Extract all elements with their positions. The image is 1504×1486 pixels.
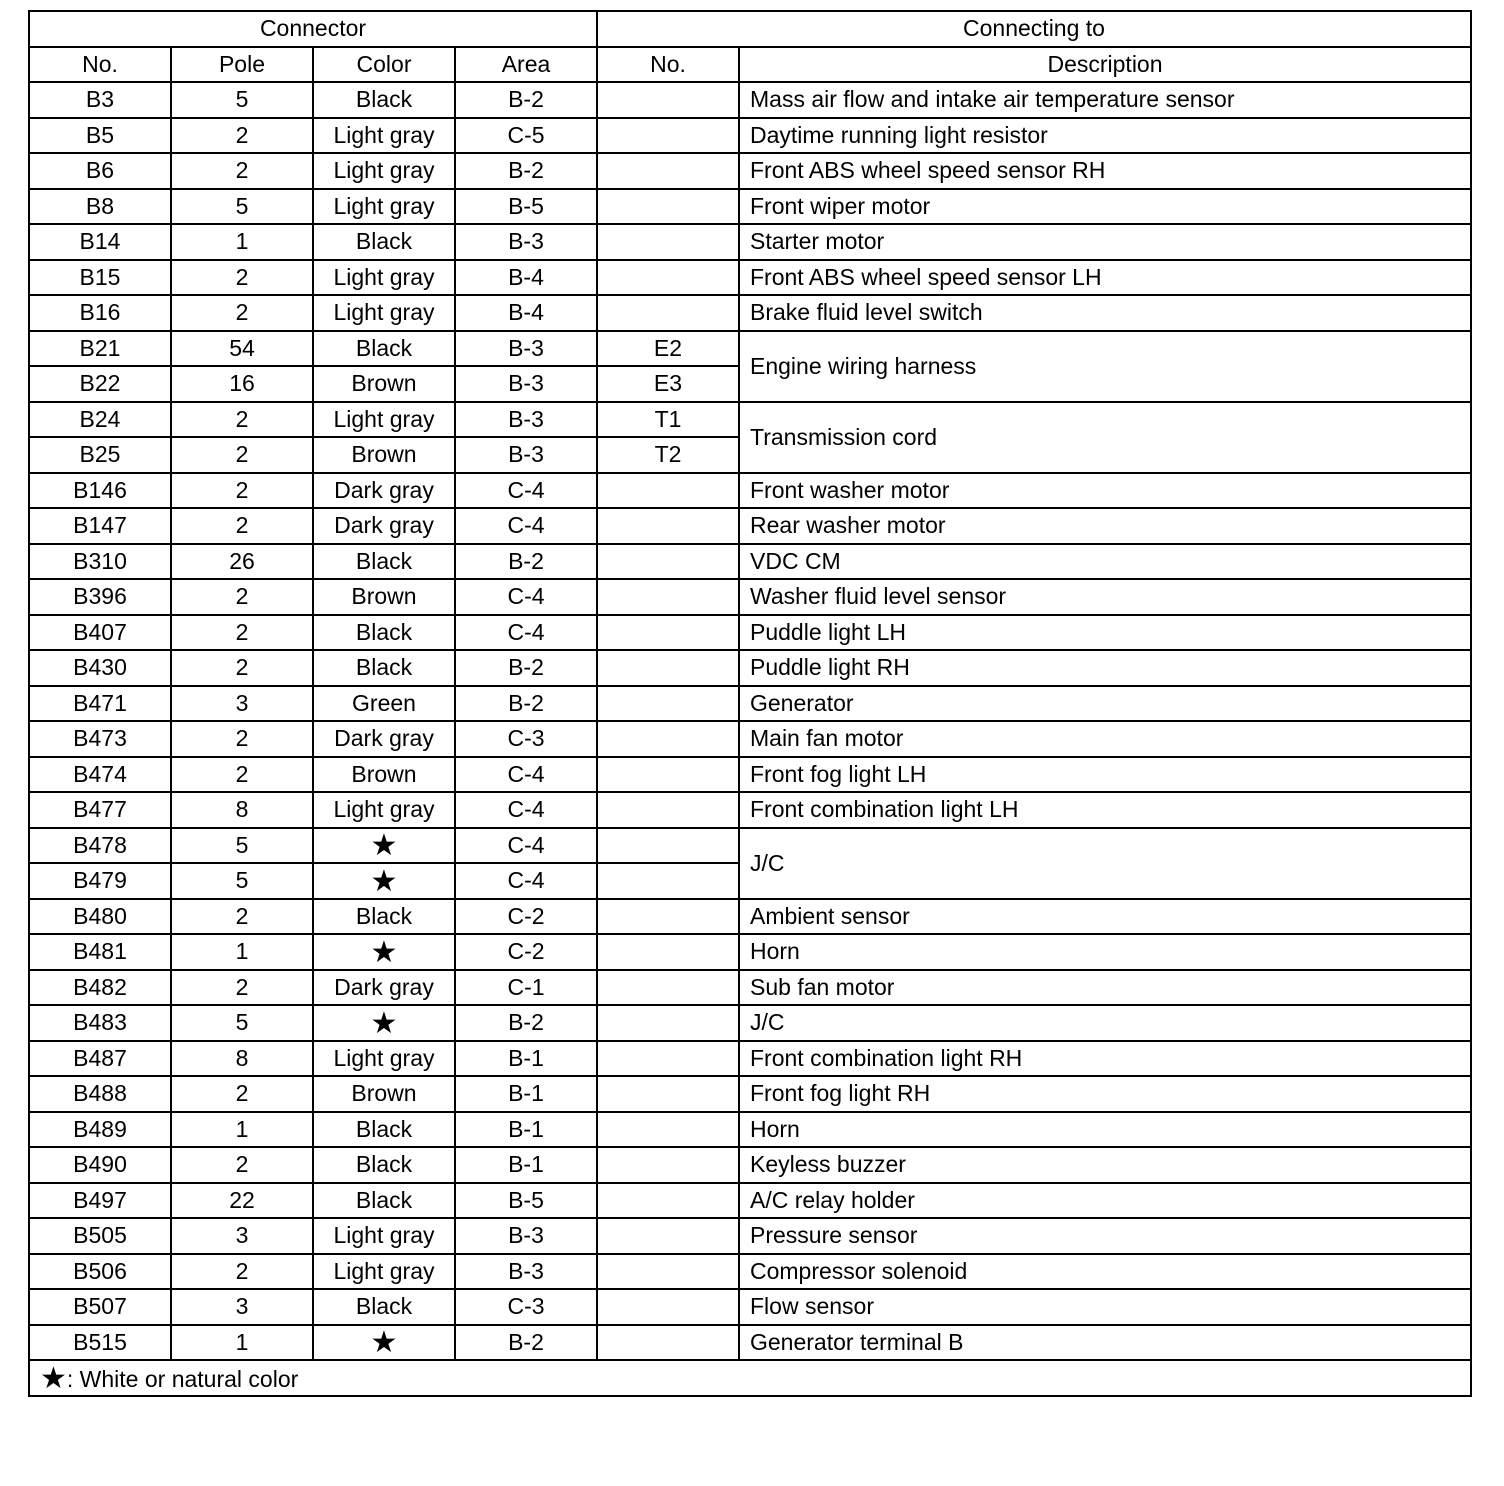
cell-area: B-1 bbox=[455, 1147, 597, 1183]
cell-connector-no: B147 bbox=[29, 508, 171, 544]
cell-description: Mass air flow and intake air temperature sensor bbox=[739, 82, 1471, 118]
cell-connecting-no bbox=[597, 899, 739, 935]
cell-connecting-no bbox=[597, 792, 739, 828]
cell-area: B-2 bbox=[455, 544, 597, 580]
cell-connector-no: B479 bbox=[29, 863, 171, 899]
table-row bbox=[29, 1041, 1471, 1077]
cell-area: C-2 bbox=[455, 934, 597, 970]
cell-connector-no: B15 bbox=[29, 260, 171, 296]
cell-pole: 1 bbox=[171, 224, 313, 260]
cell-connector-no: B474 bbox=[29, 757, 171, 793]
cell-color: Black bbox=[313, 899, 455, 935]
cell-description: Sub fan motor bbox=[739, 970, 1471, 1006]
cell-area: C-4 bbox=[455, 792, 597, 828]
cell-connector-no: B480 bbox=[29, 899, 171, 935]
cell-connecting-no bbox=[597, 544, 739, 580]
table-row bbox=[29, 224, 1471, 260]
table-row bbox=[29, 792, 1471, 828]
cell-pole: 2 bbox=[171, 118, 313, 154]
cell-area: B-2 bbox=[455, 82, 597, 118]
cell-area: B-4 bbox=[455, 295, 597, 331]
cell-color: Dark gray bbox=[313, 970, 455, 1006]
cell-connecting-no bbox=[597, 1218, 739, 1254]
cell-connector-no: B146 bbox=[29, 473, 171, 509]
cell-pole: 2 bbox=[171, 899, 313, 935]
cell-description: Ambient sensor bbox=[739, 899, 1471, 935]
cell-color: Dark gray bbox=[313, 508, 455, 544]
cell-color: Brown bbox=[313, 757, 455, 793]
cell-pole: 5 bbox=[171, 1005, 313, 1041]
cell-pole: 2 bbox=[171, 615, 313, 651]
cell-color: Brown bbox=[313, 579, 455, 615]
cell-area: C-1 bbox=[455, 970, 597, 1006]
cell-color: Brown bbox=[313, 366, 455, 402]
cell-connecting-no bbox=[597, 721, 739, 757]
cell-color bbox=[313, 863, 455, 899]
cell-connector-no: B515 bbox=[29, 1325, 171, 1361]
star-icon: ★ bbox=[370, 935, 398, 969]
cell-connector-no: B310 bbox=[29, 544, 171, 580]
table-row bbox=[29, 1254, 1471, 1290]
cell-pole: 2 bbox=[171, 1076, 313, 1112]
cell-area: B-3 bbox=[455, 366, 597, 402]
cell-connecting-no bbox=[597, 650, 739, 686]
cell-area: C-4 bbox=[455, 863, 597, 899]
cell-color: Brown bbox=[313, 437, 455, 473]
cell-pole: 5 bbox=[171, 828, 313, 864]
cell-color: Black bbox=[313, 1289, 455, 1325]
cell-pole: 16 bbox=[171, 366, 313, 402]
table-row bbox=[29, 650, 1471, 686]
cell-area: B-3 bbox=[455, 1218, 597, 1254]
cell-connector-no: B8 bbox=[29, 189, 171, 225]
table-row bbox=[29, 402, 1471, 438]
cell-connector-no: B477 bbox=[29, 792, 171, 828]
cell-color: Light gray bbox=[313, 402, 455, 438]
cell-area: B-2 bbox=[455, 1325, 597, 1361]
cell-description: Front combination light RH bbox=[739, 1041, 1471, 1077]
cell-connecting-no bbox=[597, 828, 739, 864]
cell-pole: 54 bbox=[171, 331, 313, 367]
star-icon: ★ bbox=[370, 1006, 398, 1040]
footnote-row bbox=[29, 1360, 1471, 1396]
cell-description: Brake fluid level switch bbox=[739, 295, 1471, 331]
cell-area: C-4 bbox=[455, 757, 597, 793]
cell-connecting-no bbox=[597, 82, 739, 118]
cell-connecting-no bbox=[597, 615, 739, 651]
connector-group-header: Connector bbox=[29, 11, 597, 47]
cell-pole: 1 bbox=[171, 1325, 313, 1361]
cell-connecting-no: T1 bbox=[597, 402, 739, 438]
cell-pole: 2 bbox=[171, 473, 313, 509]
cell-connecting-no bbox=[597, 118, 739, 154]
cell-color bbox=[313, 934, 455, 970]
table-row bbox=[29, 1076, 1471, 1112]
cell-pole: 5 bbox=[171, 863, 313, 899]
cell-description: Engine wiring harness bbox=[739, 331, 1471, 402]
cell-connecting-no bbox=[597, 1325, 739, 1361]
cell-area: B-3 bbox=[455, 437, 597, 473]
cell-area: B-5 bbox=[455, 1183, 597, 1219]
cell-color: Light gray bbox=[313, 118, 455, 154]
cell-color: Black bbox=[313, 1183, 455, 1219]
cell-connector-no: B21 bbox=[29, 331, 171, 367]
cell-color: Light gray bbox=[313, 1041, 455, 1077]
cell-area: C-2 bbox=[455, 899, 597, 935]
star-icon: ★ bbox=[370, 829, 398, 863]
cell-connector-no: B14 bbox=[29, 224, 171, 260]
cell-area: C-4 bbox=[455, 579, 597, 615]
cell-pole: 2 bbox=[171, 757, 313, 793]
cell-color bbox=[313, 1325, 455, 1361]
cell-pole: 2 bbox=[171, 970, 313, 1006]
star-icon: ★ bbox=[370, 1326, 398, 1360]
cell-connector-no: B5 bbox=[29, 118, 171, 154]
cell-connecting-no bbox=[597, 1289, 739, 1325]
cell-color: Light gray bbox=[313, 792, 455, 828]
cell-connecting-no bbox=[597, 970, 739, 1006]
cell-connecting-no: E3 bbox=[597, 366, 739, 402]
cell-connector-no: B487 bbox=[29, 1041, 171, 1077]
cell-pole: 3 bbox=[171, 1289, 313, 1325]
col-header-pole: Pole bbox=[171, 47, 313, 83]
cell-color: Black bbox=[313, 224, 455, 260]
cell-connecting-no bbox=[597, 686, 739, 722]
cell-description: J/C bbox=[739, 828, 1471, 899]
table-row bbox=[29, 579, 1471, 615]
table-row bbox=[29, 118, 1471, 154]
cell-color: Light gray bbox=[313, 260, 455, 296]
cell-area: C-4 bbox=[455, 615, 597, 651]
table-row bbox=[29, 331, 1471, 367]
table-row bbox=[29, 1147, 1471, 1183]
table-row bbox=[29, 1218, 1471, 1254]
table-row bbox=[29, 899, 1471, 935]
cell-pole: 2 bbox=[171, 402, 313, 438]
cell-description: Keyless buzzer bbox=[739, 1147, 1471, 1183]
cell-color: Black bbox=[313, 82, 455, 118]
cell-description: Generator bbox=[739, 686, 1471, 722]
cell-connector-no: B489 bbox=[29, 1112, 171, 1148]
table-row bbox=[29, 260, 1471, 296]
cell-description: Front fog light RH bbox=[739, 1076, 1471, 1112]
cell-pole: 1 bbox=[171, 1112, 313, 1148]
cell-description: J/C bbox=[739, 1005, 1471, 1041]
cell-connecting-no bbox=[597, 1076, 739, 1112]
cell-connecting-no bbox=[597, 1005, 739, 1041]
cell-area: C-4 bbox=[455, 473, 597, 509]
cell-connector-no: B497 bbox=[29, 1183, 171, 1219]
cell-pole: 22 bbox=[171, 1183, 313, 1219]
cell-area: C-4 bbox=[455, 828, 597, 864]
table-row bbox=[29, 970, 1471, 1006]
cell-color: Brown bbox=[313, 1076, 455, 1112]
table-row bbox=[29, 1325, 1471, 1361]
table-row bbox=[29, 686, 1471, 722]
cell-pole: 5 bbox=[171, 82, 313, 118]
cell-area: B-1 bbox=[455, 1112, 597, 1148]
star-icon: ★ bbox=[370, 864, 398, 898]
cell-connecting-no bbox=[597, 1147, 739, 1183]
cell-connector-no: B481 bbox=[29, 934, 171, 970]
cell-description: Washer fluid level sensor bbox=[739, 579, 1471, 615]
cell-area: C-5 bbox=[455, 118, 597, 154]
cell-pole: 3 bbox=[171, 686, 313, 722]
cell-connector-no: B490 bbox=[29, 1147, 171, 1183]
cell-pole: 2 bbox=[171, 153, 313, 189]
cell-description: VDC CM bbox=[739, 544, 1471, 580]
cell-area: B-3 bbox=[455, 402, 597, 438]
cell-area: B-2 bbox=[455, 1005, 597, 1041]
table-row bbox=[29, 82, 1471, 118]
cell-connecting-no bbox=[597, 295, 739, 331]
cell-connector-no: B478 bbox=[29, 828, 171, 864]
cell-connecting-no bbox=[597, 934, 739, 970]
cell-area: C-3 bbox=[455, 1289, 597, 1325]
col-header-description: Description bbox=[739, 47, 1471, 83]
cell-area: B-2 bbox=[455, 686, 597, 722]
table-body bbox=[29, 82, 1471, 1360]
cell-area: B-3 bbox=[455, 1254, 597, 1290]
cell-color: Light gray bbox=[313, 295, 455, 331]
table-row bbox=[29, 757, 1471, 793]
cell-connecting-no bbox=[597, 1112, 739, 1148]
table-row bbox=[29, 508, 1471, 544]
cell-description: Daytime running light resistor bbox=[739, 118, 1471, 154]
cell-color: Light gray bbox=[313, 1254, 455, 1290]
cell-description: Transmission cord bbox=[739, 402, 1471, 473]
cell-pole: 2 bbox=[171, 437, 313, 473]
cell-color bbox=[313, 828, 455, 864]
cell-connector-no: B24 bbox=[29, 402, 171, 438]
cell-connector-no: B473 bbox=[29, 721, 171, 757]
connector-table bbox=[28, 10, 1472, 1397]
cell-description: Front combination light LH bbox=[739, 792, 1471, 828]
cell-connector-no: B488 bbox=[29, 1076, 171, 1112]
cell-pole: 2 bbox=[171, 260, 313, 296]
cell-pole: 1 bbox=[171, 934, 313, 970]
cell-description: Horn bbox=[739, 934, 1471, 970]
cell-color: Black bbox=[313, 1147, 455, 1183]
cell-area: B-3 bbox=[455, 331, 597, 367]
cell-connecting-no: T2 bbox=[597, 437, 739, 473]
cell-connecting-no bbox=[597, 1041, 739, 1077]
cell-description: Puddle light LH bbox=[739, 615, 1471, 651]
cell-description: Generator terminal B bbox=[739, 1325, 1471, 1361]
table-row bbox=[29, 1289, 1471, 1325]
cell-connector-no: B507 bbox=[29, 1289, 171, 1325]
cell-connecting-no bbox=[597, 224, 739, 260]
connecting-to-group-header: Connecting to bbox=[597, 11, 1471, 47]
cell-connecting-no: E2 bbox=[597, 331, 739, 367]
table-row bbox=[29, 153, 1471, 189]
cell-connecting-no bbox=[597, 863, 739, 899]
cell-connector-no: B396 bbox=[29, 579, 171, 615]
cell-color: Black bbox=[313, 544, 455, 580]
table-row bbox=[29, 1183, 1471, 1219]
cell-pole: 8 bbox=[171, 792, 313, 828]
cell-description: Starter motor bbox=[739, 224, 1471, 260]
cell-area: B-4 bbox=[455, 260, 597, 296]
cell-connector-no: B3 bbox=[29, 82, 171, 118]
cell-color: Dark gray bbox=[313, 721, 455, 757]
cell-pole: 2 bbox=[171, 721, 313, 757]
cell-connector-no: B430 bbox=[29, 650, 171, 686]
table-row bbox=[29, 934, 1471, 970]
cell-description: Flow sensor bbox=[739, 1289, 1471, 1325]
cell-area: B-2 bbox=[455, 650, 597, 686]
table-row bbox=[29, 615, 1471, 651]
col-header-no: No. bbox=[29, 47, 171, 83]
cell-pole: 8 bbox=[171, 1041, 313, 1077]
cell-description: Pressure sensor bbox=[739, 1218, 1471, 1254]
cell-connector-no: B506 bbox=[29, 1254, 171, 1290]
col-header-color: Color bbox=[313, 47, 455, 83]
cell-connector-no: B6 bbox=[29, 153, 171, 189]
cell-area: B-2 bbox=[455, 153, 597, 189]
cell-pole: 2 bbox=[171, 650, 313, 686]
cell-description: A/C relay holder bbox=[739, 1183, 1471, 1219]
cell-description: Front ABS wheel speed sensor RH bbox=[739, 153, 1471, 189]
cell-color: Black bbox=[313, 1112, 455, 1148]
table-row bbox=[29, 544, 1471, 580]
cell-connector-no: B25 bbox=[29, 437, 171, 473]
cell-connecting-no bbox=[597, 473, 739, 509]
cell-pole: 2 bbox=[171, 579, 313, 615]
cell-connector-no: B505 bbox=[29, 1218, 171, 1254]
cell-area: B-3 bbox=[455, 224, 597, 260]
cell-pole: 5 bbox=[171, 189, 313, 225]
cell-pole: 2 bbox=[171, 295, 313, 331]
footnote-text: : White or natural color bbox=[66, 1365, 299, 1392]
cell-connector-no: B16 bbox=[29, 295, 171, 331]
cell-description: Horn bbox=[739, 1112, 1471, 1148]
cell-color: Light gray bbox=[313, 189, 455, 225]
cell-connecting-no bbox=[597, 579, 739, 615]
cell-connecting-no bbox=[597, 153, 739, 189]
cell-pole: 26 bbox=[171, 544, 313, 580]
col-header-area: Area bbox=[455, 47, 597, 83]
table-row bbox=[29, 721, 1471, 757]
cell-color: Black bbox=[313, 615, 455, 651]
cell-connector-no: B22 bbox=[29, 366, 171, 402]
footnote bbox=[29, 1360, 1471, 1396]
column-header-row bbox=[29, 47, 1471, 83]
cell-connecting-no bbox=[597, 189, 739, 225]
cell-connector-no: B482 bbox=[29, 970, 171, 1006]
cell-description: Front fog light LH bbox=[739, 757, 1471, 793]
cell-color: Light gray bbox=[313, 153, 455, 189]
cell-description: Puddle light RH bbox=[739, 650, 1471, 686]
cell-pole: 3 bbox=[171, 1218, 313, 1254]
cell-area: B-1 bbox=[455, 1076, 597, 1112]
cell-color: Dark gray bbox=[313, 473, 455, 509]
table-row bbox=[29, 1005, 1471, 1041]
cell-pole: 2 bbox=[171, 508, 313, 544]
cell-area: C-3 bbox=[455, 721, 597, 757]
cell-description: Front wiper motor bbox=[739, 189, 1471, 225]
cell-connector-no: B471 bbox=[29, 686, 171, 722]
cell-connecting-no bbox=[597, 757, 739, 793]
table-row bbox=[29, 295, 1471, 331]
table-row bbox=[29, 473, 1471, 509]
table-row bbox=[29, 1112, 1471, 1148]
group-header-row bbox=[29, 11, 1471, 47]
cell-connecting-no bbox=[597, 1183, 739, 1219]
cell-connecting-no bbox=[597, 1254, 739, 1290]
cell-pole: 2 bbox=[171, 1254, 313, 1290]
cell-connecting-no bbox=[597, 508, 739, 544]
cell-area: B-5 bbox=[455, 189, 597, 225]
cell-connecting-no bbox=[597, 260, 739, 296]
cell-area: C-4 bbox=[455, 508, 597, 544]
table-row bbox=[29, 828, 1471, 864]
cell-description: Main fan motor bbox=[739, 721, 1471, 757]
cell-connector-no: B483 bbox=[29, 1005, 171, 1041]
cell-description: Rear washer motor bbox=[739, 508, 1471, 544]
cell-description: Front washer motor bbox=[739, 473, 1471, 509]
star-icon: ★ bbox=[40, 1361, 67, 1395]
cell-connector-no: B407 bbox=[29, 615, 171, 651]
table-row bbox=[29, 189, 1471, 225]
cell-area: B-1 bbox=[455, 1041, 597, 1077]
cell-description: Front ABS wheel speed sensor LH bbox=[739, 260, 1471, 296]
cell-color: Green bbox=[313, 686, 455, 722]
cell-description: Compressor solenoid bbox=[739, 1254, 1471, 1290]
cell-pole: 2 bbox=[171, 1147, 313, 1183]
cell-color: Light gray bbox=[313, 1218, 455, 1254]
cell-color: Black bbox=[313, 331, 455, 367]
cell-color bbox=[313, 1005, 455, 1041]
cell-color: Black bbox=[313, 650, 455, 686]
col-header-connecting-no: No. bbox=[597, 47, 739, 83]
